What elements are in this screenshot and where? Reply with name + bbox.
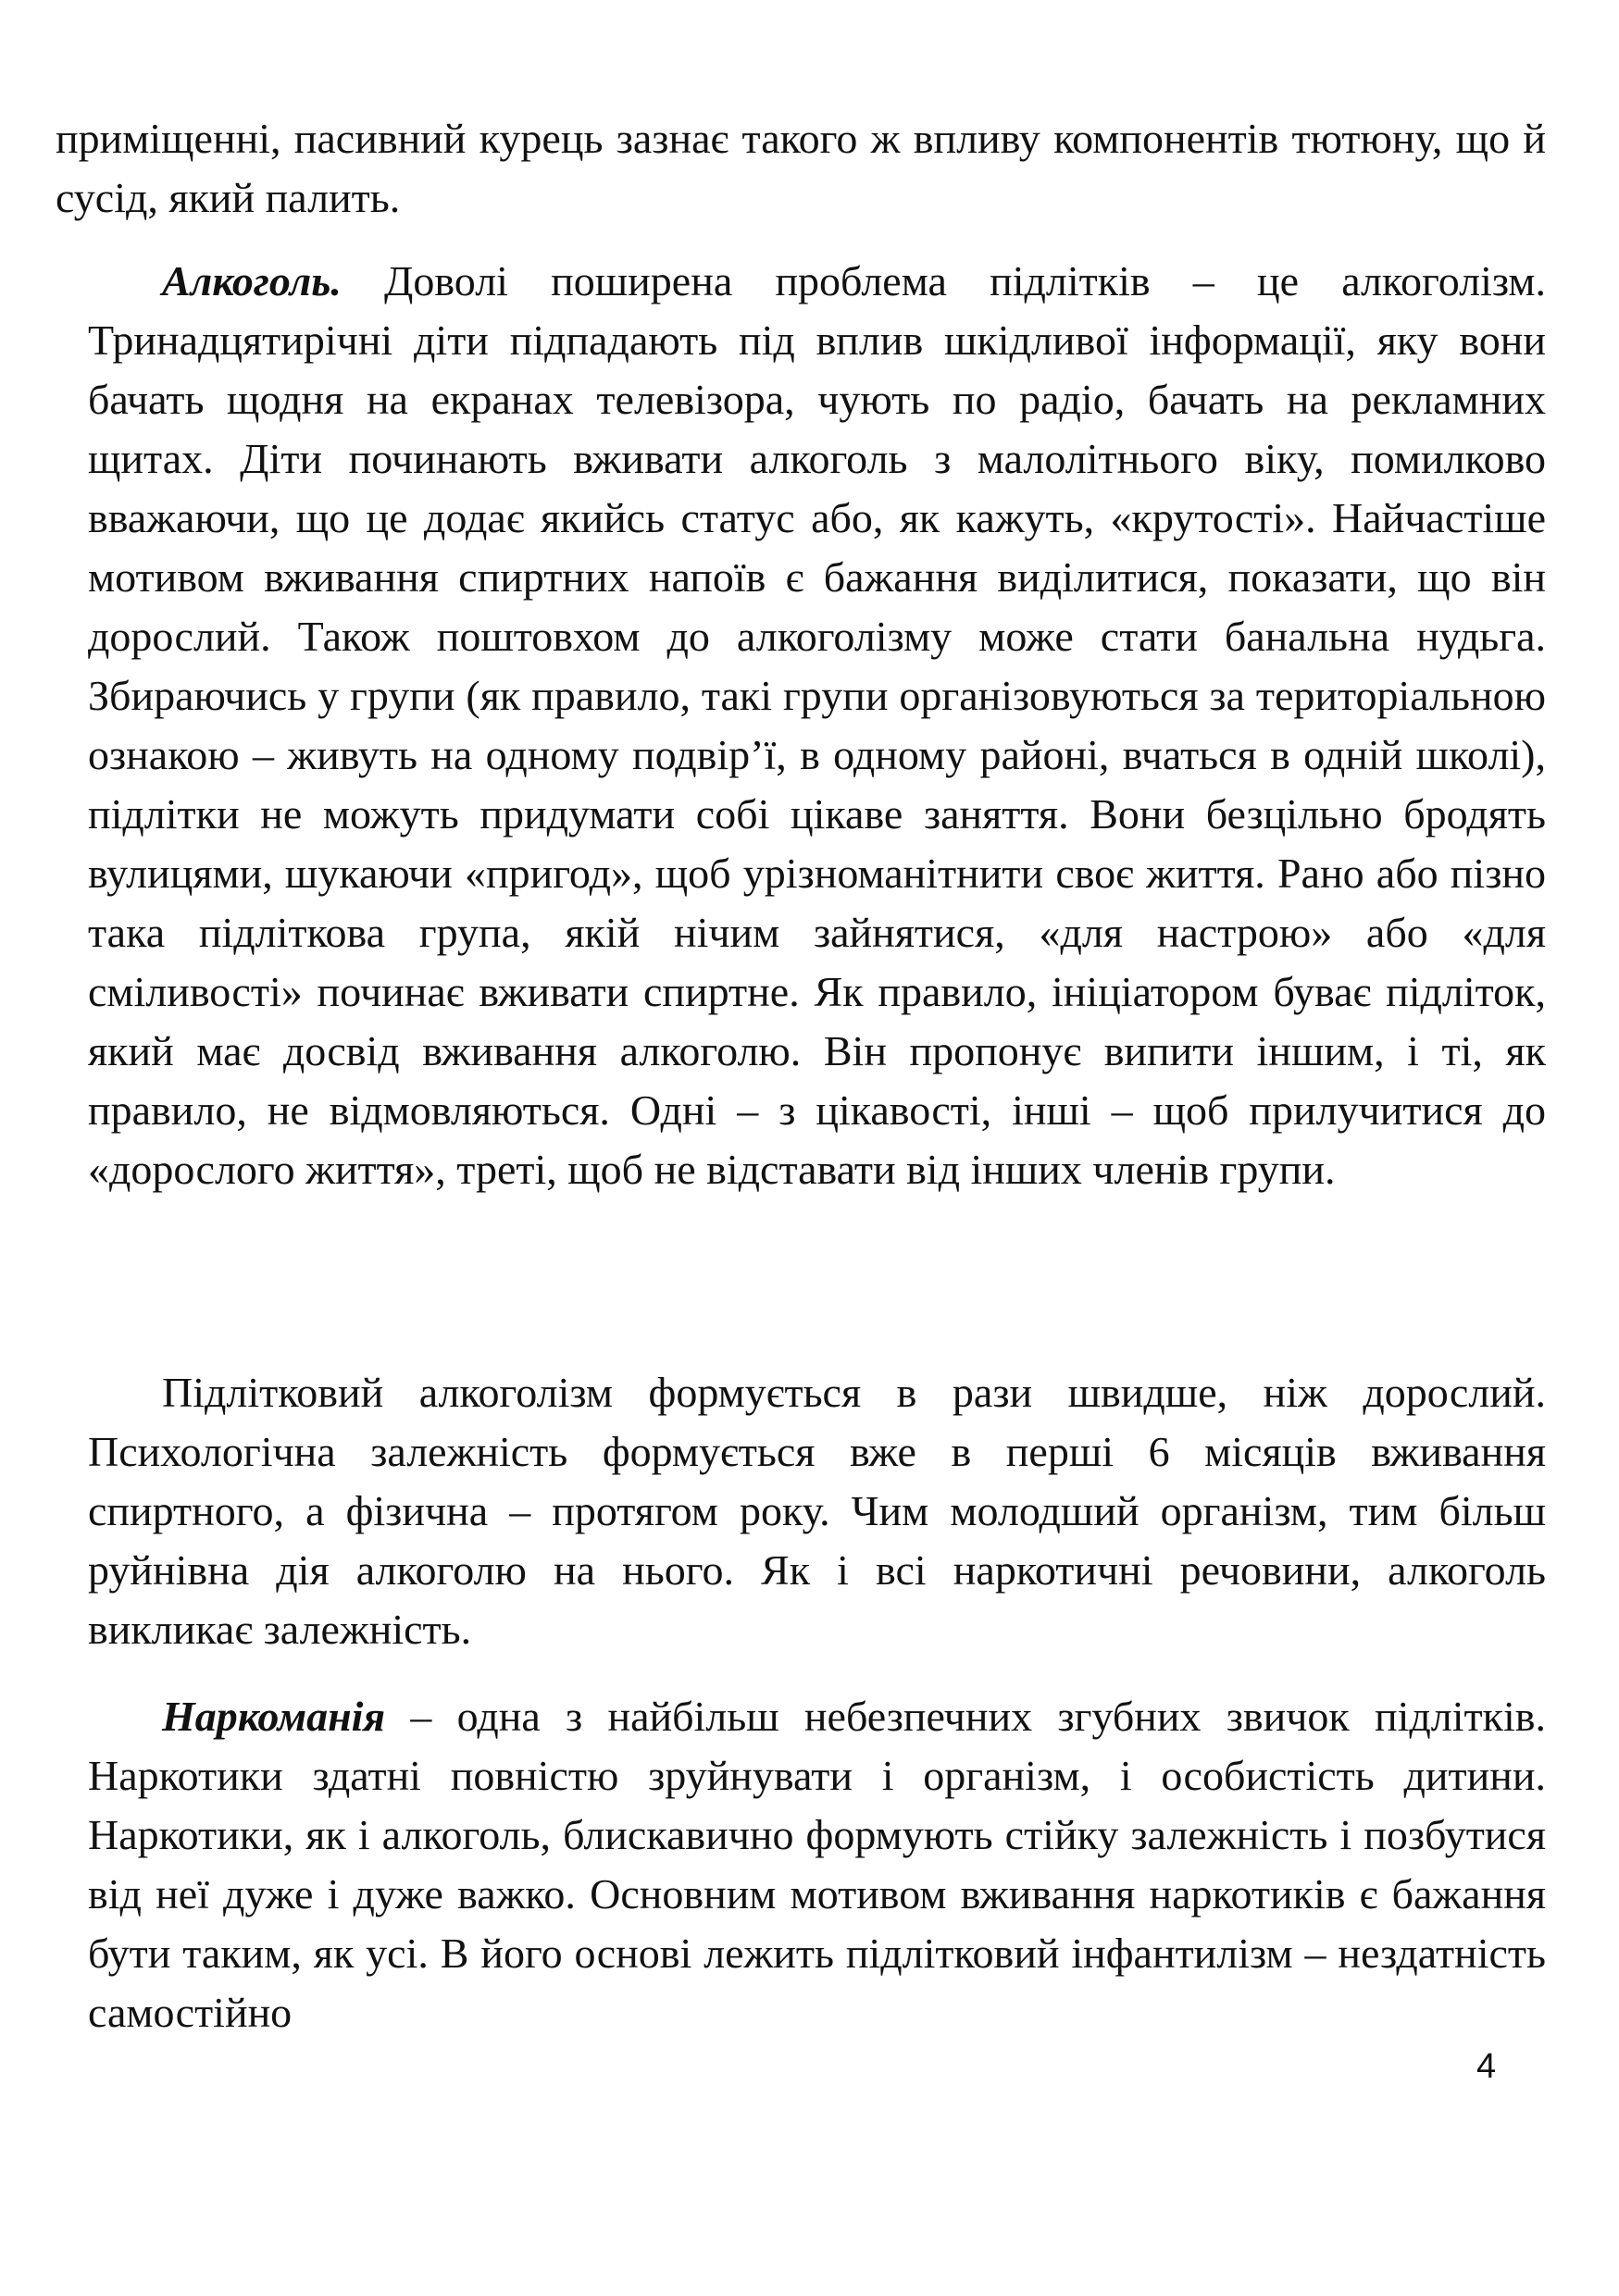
paragraph-continuation [56, 109, 1546, 228]
term-drug-addiction: Наркоманія [162, 1693, 386, 1740]
paragraph-body [88, 252, 1546, 1199]
paragraph-alcohol [88, 252, 1546, 1199]
paragraph-text: приміщенні, пасивний курець зазнає такого ж впливу компонентів тютюну, що й сусід, який палить. [56, 115, 1546, 221]
paragraph-text: Доволі поширена проблема підлітків – це алкоголізм. Тринадцятирічні діти підпадають під вплив шкідливої інформації, яку вони бачать щодня на екранах телевізора, чують по радіо, бачать на рекламних щитах. Діти починають вживати алкоголь з малолітнього віку, помилково вважаючи, що це додає якийсь статус або, як кажуть, «крутості». Найчастіше мотивом вживання спиртних напоїв є бажання виділитися, показати, що він дорослий. Також поштовхом до алкоголізму може стати банальна нудьга. Збираючись у групи (як правило, такі групи організовуються за територіальною ознакою – живуть на одному подвір’ї, в одному районі, вчаться в одній школі), підлітки не можуть придумати собі цікаве заняття. Вони безцільно бродять вулицями, шукаючи «пригод», щоб урізноманітнити своє життя. Рано або пізно така підліткова група, якій нічим зайнятися, «для настрою» або «для сміливості» починає вживати спиртне. Як правило, ініціатором буває підліток, який має досвід вживання алкоголю. Він пропонує випити іншим, і ті, як правило, не відмовляються. Одні – з цікавості, інші – щоб прилучитися до «дорослого життя», треті, щоб не відставати від інших членів групи. [88, 257, 1546, 1193]
paragraph-text: – одна з найбільш небезпечних згубних звичок підлітків. Наркотики здатні повністю зруйнувати і організм, і особистість дитини. Наркотики, як і алкоголь, блискавично формують стійку залежність і позбутися від неї дуже і дуже важко. Основним мотивом вживання наркотиків є бажання бути таким, як усі. В його основі лежить підлітковий інфантилізм – нездатність самостійно [88, 1693, 1546, 2036]
paragraph-text: Підлітковий алкоголізм формується в рази швидше, ніж дорослий. Психологічна залежність формується вже в перші 6 місяців вживання спиртного, а фізична – протягом року. Чим молодший організм, тим більш руйнівна дія алкоголю на нього. Як і всі наркотичні речовини, алкоголь викликає залежність. [88, 1369, 1546, 1653]
paragraph-teen-alcoholism [88, 1363, 1546, 1659]
term-alcohol: Алкоголь. [162, 257, 342, 304]
paragraph-drug-addiction [88, 1687, 1546, 2042]
page-number: 4 [1476, 2047, 1497, 2086]
paragraph-body [88, 1687, 1546, 2042]
